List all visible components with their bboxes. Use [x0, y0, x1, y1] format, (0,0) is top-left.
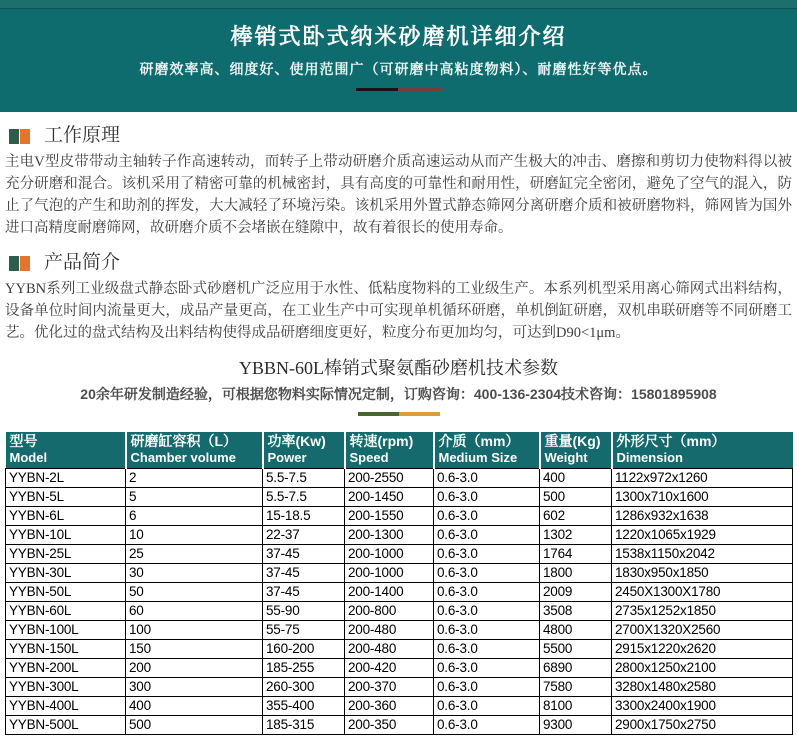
cell-power: 55-75 — [263, 621, 345, 640]
table-row — [6, 526, 793, 545]
cell-weight: 9300 — [540, 716, 612, 735]
cell-dimension: 2900x1750x2750 — [612, 716, 793, 735]
cell-dimension: 2800x1250x2100 — [612, 659, 793, 678]
cell-weight: 4800 — [540, 621, 612, 640]
cell-weight: 3508 — [540, 602, 612, 621]
cell-medium-size: 0.6-3.0 — [434, 716, 540, 735]
table-row — [6, 659, 793, 678]
cell-medium-size: 0.6-3.0 — [434, 697, 540, 716]
product-intro-heading — [5, 252, 792, 274]
cell-model: YYBN-500L — [6, 716, 126, 735]
divider-green-segment — [358, 412, 399, 416]
table-row — [6, 545, 793, 564]
cell-dimension: 1220x1065x1929 — [612, 526, 793, 545]
cell-power: 160-200 — [263, 640, 345, 659]
col-speed: 转速(rpm) Speed — [345, 432, 434, 469]
section-product-intro — [0, 252, 797, 344]
cell-power: 22-37 — [263, 526, 345, 545]
col-medium-size: 介质（mm） Medium Size — [434, 432, 540, 469]
cell-speed: 200-360 — [345, 697, 434, 716]
table-row — [6, 697, 793, 716]
cell-chamber-volume: 300 — [126, 678, 263, 697]
tech-params-title: YBBN-60L棒销式聚氨酯砂磨机技术参数 — [239, 358, 558, 378]
cell-weight: 1800 — [540, 564, 612, 583]
cell-medium-size: 0.6-3.0 — [434, 602, 540, 621]
cell-dimension: 1538x1150x2042 — [612, 545, 793, 564]
hero-banner — [0, 9, 797, 112]
cell-weight: 400 — [540, 469, 612, 488]
specs-table — [5, 432, 793, 735]
cell-power: 260-300 — [263, 678, 345, 697]
cell-dimension: 1830x950x1850 — [612, 564, 793, 583]
cell-speed: 200-350 — [345, 716, 434, 735]
cell-chamber-volume: 400 — [126, 697, 263, 716]
cell-speed: 200-480 — [345, 640, 434, 659]
cell-model: YYBN-300L — [6, 678, 126, 697]
col-power: 功率(Kw) Power — [263, 432, 345, 469]
specs-table-header — [6, 432, 793, 469]
divider-gold-segment — [399, 412, 440, 416]
cell-chamber-volume: 200 — [126, 659, 263, 678]
cell-medium-size: 0.6-3.0 — [434, 621, 540, 640]
tech-params-contact: 20余年研发制造经验，可根据您物料实际情况定制，订购咨询：400-136-2304技术咨询：15801895908 — [80, 386, 717, 402]
cell-speed: 200-1000 — [345, 564, 434, 583]
cell-dimension: 2735x1252x1850 — [612, 602, 793, 621]
cell-model: YYBN-25L — [6, 545, 126, 564]
cell-speed: 200-800 — [345, 602, 434, 621]
cell-chamber-volume: 25 — [126, 545, 263, 564]
cell-dimension: 1122x972x1260 — [612, 469, 793, 488]
tech-params-header — [0, 358, 797, 416]
table-row — [6, 488, 793, 507]
cell-dimension: 1300x710x1600 — [612, 488, 793, 507]
banner-top-strip — [0, 0, 797, 9]
cell-power: 5.5-7.5 — [263, 469, 345, 488]
tech-divider — [358, 412, 440, 416]
section-title: 工作原理 — [44, 125, 121, 146]
cell-medium-size: 0.6-3.0 — [434, 564, 540, 583]
cell-model: YYBN-50L — [6, 583, 126, 602]
cell-weight: 8100 — [540, 697, 612, 716]
cell-dimension: 3300x2400x1900 — [612, 697, 793, 716]
table-row — [6, 716, 793, 735]
cell-power: 185-255 — [263, 659, 345, 678]
col-dimension: 外形尺寸（mm） Dimension — [612, 432, 793, 469]
cell-speed: 200-1000 — [345, 545, 434, 564]
cell-weight: 500 — [540, 488, 612, 507]
section-body: 主电V型皮带带动主轴转子作高速转动，而转子上带动研磨介质高速运动从而产生极大的冲击、磨擦和剪切力使物料得以被充分研磨和混合。该机采用了精密可靠的机械密封，具有高度的可靠性和耐用性，研磨缸完全密闭，避免了空气的混入，防止了气泡的产生和助剂的挥发，大大减轻了环境污染。该机采用外置式静态筛网分离研磨介质和被研磨物料，筛网皆为国外进口高精度耐磨筛网，故研磨介质不会堵嵌在缝隙中，故有着很长的使用寿命。 — [5, 154, 792, 236]
cell-medium-size: 0.6-3.0 — [434, 678, 540, 697]
cell-chamber-volume: 10 — [126, 526, 263, 545]
table-row — [6, 507, 793, 526]
cell-dimension: 3280x1480x2580 — [612, 678, 793, 697]
table-row — [6, 564, 793, 583]
cell-chamber-volume: 2 — [126, 469, 263, 488]
cell-power: 55-90 — [263, 602, 345, 621]
cell-speed: 200-480 — [345, 621, 434, 640]
section-working-principle — [0, 125, 797, 239]
cell-medium-size: 0.6-3.0 — [434, 640, 540, 659]
cell-power: 37-45 — [263, 564, 345, 583]
table-row — [6, 678, 793, 697]
cell-speed: 200-1550 — [345, 507, 434, 526]
cell-speed: 200-2550 — [345, 469, 434, 488]
cell-speed: 200-1400 — [345, 583, 434, 602]
cell-power: 5.5-7.5 — [263, 488, 345, 507]
cell-power: 37-45 — [263, 545, 345, 564]
cell-medium-size: 0.6-3.0 — [434, 526, 540, 545]
cell-chamber-volume: 100 — [126, 621, 263, 640]
cell-weight: 1302 — [540, 526, 612, 545]
cell-dimension: 1286x932x1638 — [612, 507, 793, 526]
cell-chamber-volume: 6 — [126, 507, 263, 526]
cell-medium-size: 0.6-3.0 — [434, 469, 540, 488]
section-title: 产品简介 — [44, 252, 121, 273]
table-row — [6, 640, 793, 659]
bullet-squares-icon — [9, 129, 30, 144]
cell-power: 355-400 — [263, 697, 345, 716]
cell-weight: 6890 — [540, 659, 612, 678]
cell-speed: 200-1300 — [345, 526, 434, 545]
cell-speed: 200-1450 — [345, 488, 434, 507]
bullet-squares-icon — [9, 256, 30, 271]
banner-title: 棒销式卧式纳米砂磨机详细介绍 — [230, 24, 567, 49]
cell-power: 15-18.5 — [263, 507, 345, 526]
cell-dimension: 2915x1220x2620 — [612, 640, 793, 659]
working-principle-heading — [5, 125, 792, 147]
cell-dimension: 2450X1300X1780 — [612, 583, 793, 602]
cell-chamber-volume: 60 — [126, 602, 263, 621]
cell-chamber-volume: 50 — [126, 583, 263, 602]
table-row — [6, 621, 793, 640]
cell-model: YYBN-150L — [6, 640, 126, 659]
section-body: YYBN系列工业级盘式静态卧式砂磨机广泛应用于水性、低粘度物料的工业级生产。本系列机型采用离心筛网式出料结构，设备单位时间内流量更大，成品产量更高，在工业生产中可实现单机循环研磨，单机倒缸研磨，双机串联研磨等不同研磨工艺。优化过的盘式结构及出料结构使得成品研磨细度更好，粒度分布更加均匀，可达到D90<1μm。 — [5, 281, 792, 341]
divider-red-segment — [398, 88, 442, 91]
cell-weight: 5500 — [540, 640, 612, 659]
cell-weight: 602 — [540, 507, 612, 526]
cell-speed: 200-420 — [345, 659, 434, 678]
cell-model: YYBN-200L — [6, 659, 126, 678]
cell-chamber-volume: 500 — [126, 716, 263, 735]
col-chamber-volume: 研磨缸容积（L） Chamber volume — [126, 432, 263, 469]
cell-power: 37-45 — [263, 583, 345, 602]
cell-chamber-volume: 5 — [126, 488, 263, 507]
cell-model: YYBN-400L — [6, 697, 126, 716]
cell-model: YYBN-60L — [6, 602, 126, 621]
cell-dimension: 2700X1320X2560 — [612, 621, 793, 640]
cell-weight: 7580 — [540, 678, 612, 697]
banner-divider — [356, 88, 442, 91]
cell-model: YYBN-30L — [6, 564, 126, 583]
col-model: 型号 Model — [6, 432, 126, 469]
header-row — [6, 432, 793, 469]
cell-weight: 1764 — [540, 545, 612, 564]
cell-medium-size: 0.6-3.0 — [434, 488, 540, 507]
cell-chamber-volume: 30 — [126, 564, 263, 583]
banner-subtitle: 研磨效率高、细度好、使用范围广（可研磨中高粘度物料）、耐磨性好等优点。 — [139, 61, 658, 77]
divider-dark-segment — [356, 88, 398, 91]
cell-speed: 200-370 — [345, 678, 434, 697]
table-row — [6, 602, 793, 621]
table-row — [6, 469, 793, 488]
cell-model: YYBN-100L — [6, 621, 126, 640]
cell-weight: 2009 — [540, 583, 612, 602]
cell-medium-size: 0.6-3.0 — [434, 507, 540, 526]
cell-model: YYBN-6L — [6, 507, 126, 526]
cell-medium-size: 0.6-3.0 — [434, 545, 540, 564]
cell-model: YYBN-2L — [6, 469, 126, 488]
table-row — [6, 583, 793, 602]
cell-medium-size: 0.6-3.0 — [434, 583, 540, 602]
cell-power: 185-315 — [263, 716, 345, 735]
cell-chamber-volume: 150 — [126, 640, 263, 659]
cell-model: YYBN-10L — [6, 526, 126, 545]
col-weight: 重量(Kg) Weight — [540, 432, 612, 469]
cell-medium-size: 0.6-3.0 — [434, 659, 540, 678]
cell-model: YYBN-5L — [6, 488, 126, 507]
table-body — [6, 469, 793, 735]
